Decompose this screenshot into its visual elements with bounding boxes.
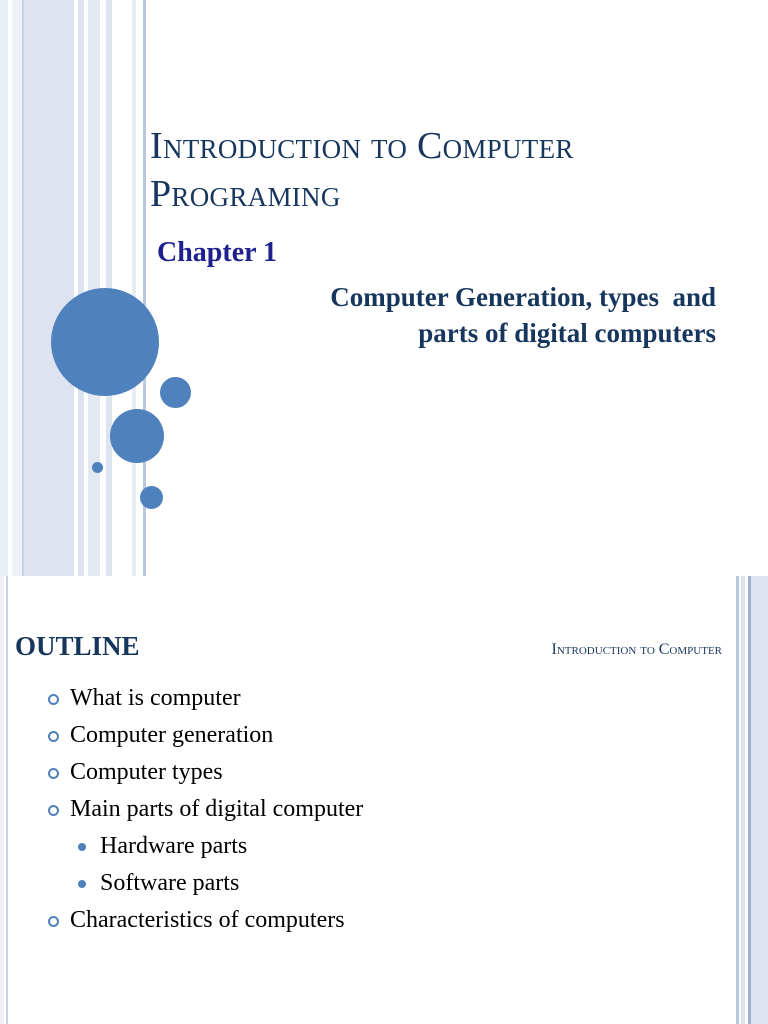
ring-bullet-icon (48, 694, 59, 705)
decorative-stripe (132, 0, 136, 576)
ring-bullet-icon (48, 805, 59, 816)
outline-header: Introduction to Computer (551, 641, 722, 658)
outline-item-label: Main parts of digital computer (70, 796, 364, 822)
decorative-stripe (24, 0, 74, 576)
dot-bullet-icon (78, 880, 86, 888)
slide-title (150, 122, 750, 218)
ring-bullet-icon (48, 916, 59, 927)
decorative-circle (140, 486, 163, 509)
outline-item-label: Characteristics of computers (70, 907, 345, 933)
dot-bullet-icon (78, 843, 86, 851)
decorative-stripe (0, 0, 8, 576)
decorative-stripe (736, 576, 739, 1024)
decorative-circle-large (51, 288, 159, 396)
outline-item-label: Computer generation (70, 722, 274, 748)
outline-slide (0, 576, 768, 1024)
chapter-label: Chapter 1 (157, 237, 278, 268)
outline-item-label: What is computer (70, 685, 241, 711)
slide-title-line-1: Introduction to Computer (150, 125, 574, 167)
slide-subtitle (190, 279, 716, 351)
outline-item (48, 717, 273, 754)
outline-item (48, 902, 345, 939)
decorative-stripe (12, 0, 22, 576)
decorative-circle-tiny (92, 462, 103, 473)
ring-bullet-icon (48, 768, 59, 779)
slide-title-line-2: Programing (150, 173, 341, 215)
ring-bullet-icon (48, 731, 59, 742)
outline-item-label: Software parts (100, 870, 240, 896)
outline-item (48, 791, 363, 828)
decorative-stripe (0, 576, 4, 1024)
decorative-stripe (6, 576, 8, 1024)
decorative-circle (160, 377, 191, 408)
decorative-stripe (751, 576, 768, 1024)
subtitle-line-2: parts of digital computers (418, 318, 716, 348)
outline-item (48, 754, 223, 791)
decorative-circle (110, 409, 164, 463)
subtitle-line-1: Computer Generation, types and (330, 282, 716, 312)
outline-item (78, 828, 247, 865)
outline-item (48, 680, 241, 717)
outline-item-label: Computer types (70, 759, 223, 785)
outline-item-label: Hardware parts (100, 833, 248, 859)
outline-item (78, 865, 239, 902)
outline-title: OUTLINE (15, 631, 140, 661)
